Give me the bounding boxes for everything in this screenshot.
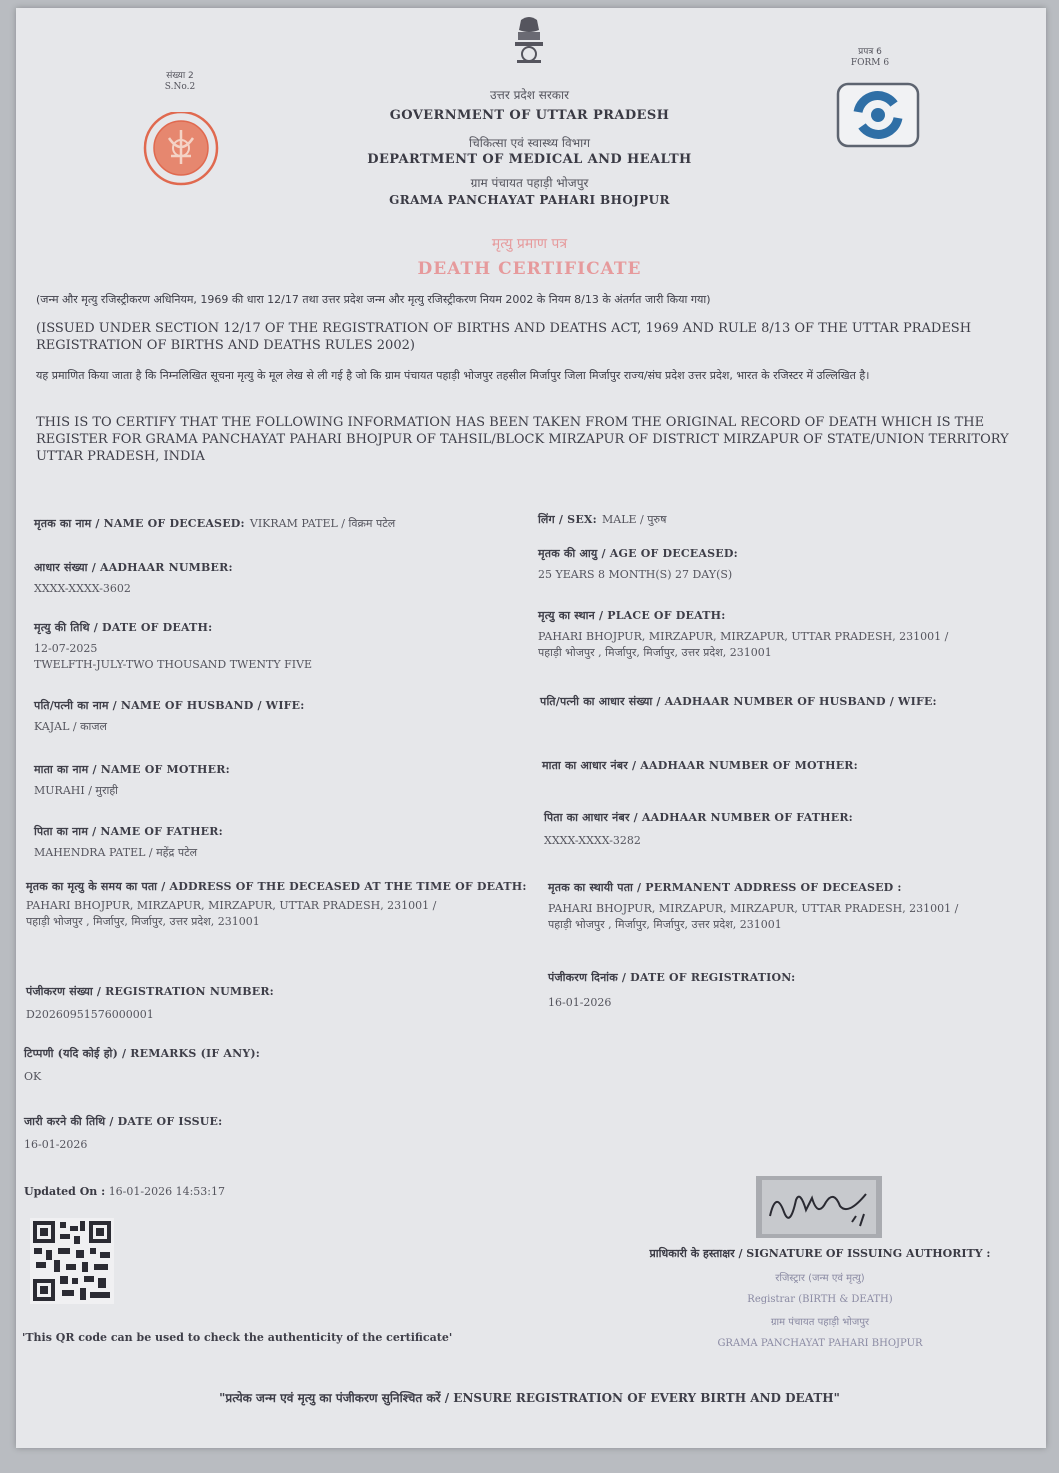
issued-under: (ISSUED UNDER SECTION 12/17 OF THE REGISTRATION OF BIRTHS AND DEATHS ACT, 1969 AND RULE 8/13 OF THE UTTAR PRADESH REGISTRATION OF BIRTHS AND DEATHS RULES 2002) (36, 321, 972, 353)
slogan: "प्रत्येक जन्म एवं मृत्यु का पंजीकरण सुनिश्चित करें / ENSURE REGISTRATION OF EVERY BIRTH AND DEATH" (219, 1391, 840, 1405)
dod-value: 12-07-2025 (34, 642, 98, 655)
father-aadhaar-label: पिता का आधार नंबर / AADHAAR NUMBER OF FATHER: (544, 811, 853, 824)
father-aadhaar-value: XXXX-XXXX-3282 (544, 834, 641, 847)
sno-hindi: संख्या 2 (166, 71, 194, 81)
dod-label: मृत्यु की तिथि / DATE OF DEATH: (34, 621, 213, 634)
reg-date-value: 16-01-2026 (548, 996, 612, 1009)
address-value-hindi: पहाड़ी भोजपुर , मिर्जापुर, मिर्जापुर, उत्तर प्रदेश, 231001 (26, 915, 260, 928)
remarks-value: OK (24, 1070, 42, 1083)
registrar-hindi: रजिस्ट्रार (जन्म एवं मृत्यु) (775, 1273, 865, 1284)
spouse-value: KAJAL / काजल (34, 720, 107, 733)
qr-note: 'This QR code can be used to check the authenticity of the certificate' (22, 1331, 453, 1344)
field-date-of-registration (548, 970, 1028, 1011)
issue-label: जारी करने की तिथि / DATE OF ISSUE: (24, 1115, 223, 1128)
pod-value: PAHARI BHOJPUR, MIRZAPUR, MIRZAPUR, UTTAR PRADESH, 231001 / (538, 630, 949, 643)
pod-label: मृत्यु का स्थान / PLACE OF DEATH: (538, 609, 726, 622)
name-value: VIKRAM PATEL / विक्रम पटेल (249, 517, 396, 530)
form-hindi: प्रपत्र 6 (858, 47, 882, 57)
remarks-label: टिप्पणी (यदि कोई हो) / REMARKS (IF ANY): (24, 1047, 261, 1060)
field-address-at-death (26, 880, 538, 930)
age-value: 25 YEARS 8 MONTH(S) 27 DAY(S) (538, 568, 733, 581)
form-english: FORM 6 (850, 58, 890, 68)
father-value: MAHENDRA PATEL / महेंद्र पटेल (34, 846, 198, 859)
dod-words: TWELFTH-JULY-TWO THOUSAND TWENTY FIVE (34, 658, 313, 671)
updated-value: 16-01-2026 14:53:17 (108, 1185, 226, 1198)
department-hindi: चिकित्सा एवं स्वास्थ्य विभाग (468, 136, 590, 150)
signature-image (756, 1176, 882, 1238)
registrar-english: Registrar (BIRTH & DEATH) (747, 1294, 893, 1305)
field-name-of-deceased (34, 512, 534, 532)
age-label: मृतक की आयु / AGE OF DECEASED: (538, 547, 738, 560)
father-label: पिता का नाम / NAME OF FATHER: (34, 825, 223, 838)
name-label: मृतक का नाम / NAME OF DECEASED: (34, 517, 245, 530)
field-registration-number (26, 984, 516, 1023)
mother-label: माता का नाम / NAME OF MOTHER: (34, 763, 230, 776)
government-title: GOVERNMENT OF UTTAR PRADESH (389, 108, 670, 123)
field-date-of-issue (24, 1114, 514, 1153)
issued-under-hindi: (जन्म और मृत्यु रजिस्ट्रीकरण अधिनियम, 1969 की धारा 12/17 तथा उत्तर प्रदेश जन्म और मृत्यु रजिस्ट्रीकरण नियम 2002 के नियम 8/13 के अंतर्गत जारी किया गया) (36, 293, 711, 306)
qr-code-icon[interactable] (30, 1218, 114, 1304)
sig-panchayat-hindi: ग्राम पंचायत पहाड़ी भोजपुर (770, 1317, 870, 1328)
aadhaar-label: आधार संख्या / AADHAAR NUMBER: (34, 561, 233, 574)
field-spouse (34, 698, 524, 735)
field-mother (34, 762, 524, 799)
address-value: PAHARI BHOJPUR, MIRZAPUR, MIRZAPUR, UTTAR PRADESH, 231001 / (26, 899, 437, 912)
field-date-of-death (34, 620, 524, 673)
pod-value-hindi: पहाड़ी भोजपुर , मिर्जापुर, मिर्जापुर, उत्तर प्रदेश, 231001 (538, 646, 772, 659)
signature-label: प्राधिकारी के हस्ताक्षर / SIGNATURE OF ISSUING AUTHORITY : (649, 1247, 991, 1260)
updated-label: Updated On : (24, 1185, 106, 1198)
mother-aadhaar-label: माता का आधार नंबर / AADHAAR NUMBER OF MOTHER: (542, 759, 858, 772)
panchayat-hindi: ग्राम पंचायत पहाड़ी भोजपुर (470, 176, 589, 190)
state-hindi: उत्तर प्रदेश सरकार (489, 88, 570, 102)
national-emblem-icon (509, 14, 549, 66)
certify-statement: THIS IS TO CERTIFY THAT THE FOLLOWING INFORMATION HAS BEEN TAKEN FROM THE ORIGINAL RECORD OF DEATH WHICH IS THE REGISTER FOR GRAMA PANCHAYAT PAHARI BHOJPUR OF TAHSIL/BLOCK MIRZAPUR OF DISTRICT MIRZAPUR OF STATE/UNION TERRITORY UTTAR PRADESH, INDIA (36, 415, 1009, 464)
address-label: मृतक का मृत्यु के समय का पता / ADDRESS OF THE DECEASED AT THE TIME OF DEATH: (26, 880, 527, 893)
reg-date-label: पंजीकरण दिनांक / DATE OF REGISTRATION: (548, 971, 796, 984)
mother-value: MURAHI / मुराही (34, 784, 119, 797)
sno-english: S.No.2 (164, 82, 196, 92)
department-title: DEPARTMENT OF MEDICAL AND HEALTH (367, 152, 692, 167)
field-age (538, 546, 1018, 583)
field-place-of-death (538, 608, 1048, 661)
aadhaar-value: XXXX-XXXX-3602 (34, 582, 131, 595)
field-permanent-address (548, 880, 1053, 933)
spouse-aadhaar-label: पति/पत्नी का आधार संख्या / AADHAAR NUMBER OF HUSBAND / WIFE: (540, 695, 937, 708)
reg-no-value: D20260951576000001 (26, 1008, 154, 1021)
crs-logo-icon (836, 82, 920, 148)
spouse-label: पति/पत्नी का नाम / NAME OF HUSBAND / WIFE: (34, 699, 305, 712)
sex-value: MALE / पुरुष (602, 513, 667, 526)
panchayat-title: GRAMA PANCHAYAT PAHARI BHOJPUR (389, 193, 670, 207)
reg-no-label: पंजीकरण संख्या / REGISTRATION NUMBER: (26, 985, 274, 998)
field-remarks (24, 1046, 514, 1085)
field-father-aadhaar (544, 810, 1024, 849)
sex-label: लिंग / SEX: (538, 513, 597, 526)
perm-label: मृतक का स्थायी पता / PERMANENT ADDRESS OF DECEASED : (548, 881, 902, 894)
updated-on (24, 1185, 424, 1198)
field-father (34, 824, 524, 861)
issue-value: 16-01-2026 (24, 1138, 88, 1151)
certificate-title: DEATH CERTIFICATE (417, 259, 642, 279)
sig-panchayat: GRAMA PANCHAYAT PAHARI BHOJPUR (717, 1338, 923, 1349)
perm-value: PAHARI BHOJPUR, MIRZAPUR, MIRZAPUR, UTTAR PRADESH, 231001 / (548, 902, 959, 915)
certify-hindi: यह प्रमाणित किया जाता है कि निम्नलिखित सूचना मृत्यु के मूल लेख से ली गई है जो कि ग्राम पंचायत पहाड़ी भोजपुर तहसील मिर्जापुर जिला मिर्जापुर राज्य/संघ प्रदेश उत्तर प्रदेश, भारत के रजिस्टर में उल्लिखित है। (36, 369, 870, 382)
certificate-title-hindi: मृत्यु प्रमाण पत्र (491, 236, 568, 252)
field-aadhaar (34, 560, 524, 597)
perm-value-hindi: पहाड़ी भोजपुर , मिर्जापुर, मिर्जापुर, उत्तर प्रदेश, 231001 (548, 918, 782, 931)
field-sex (538, 508, 1018, 528)
